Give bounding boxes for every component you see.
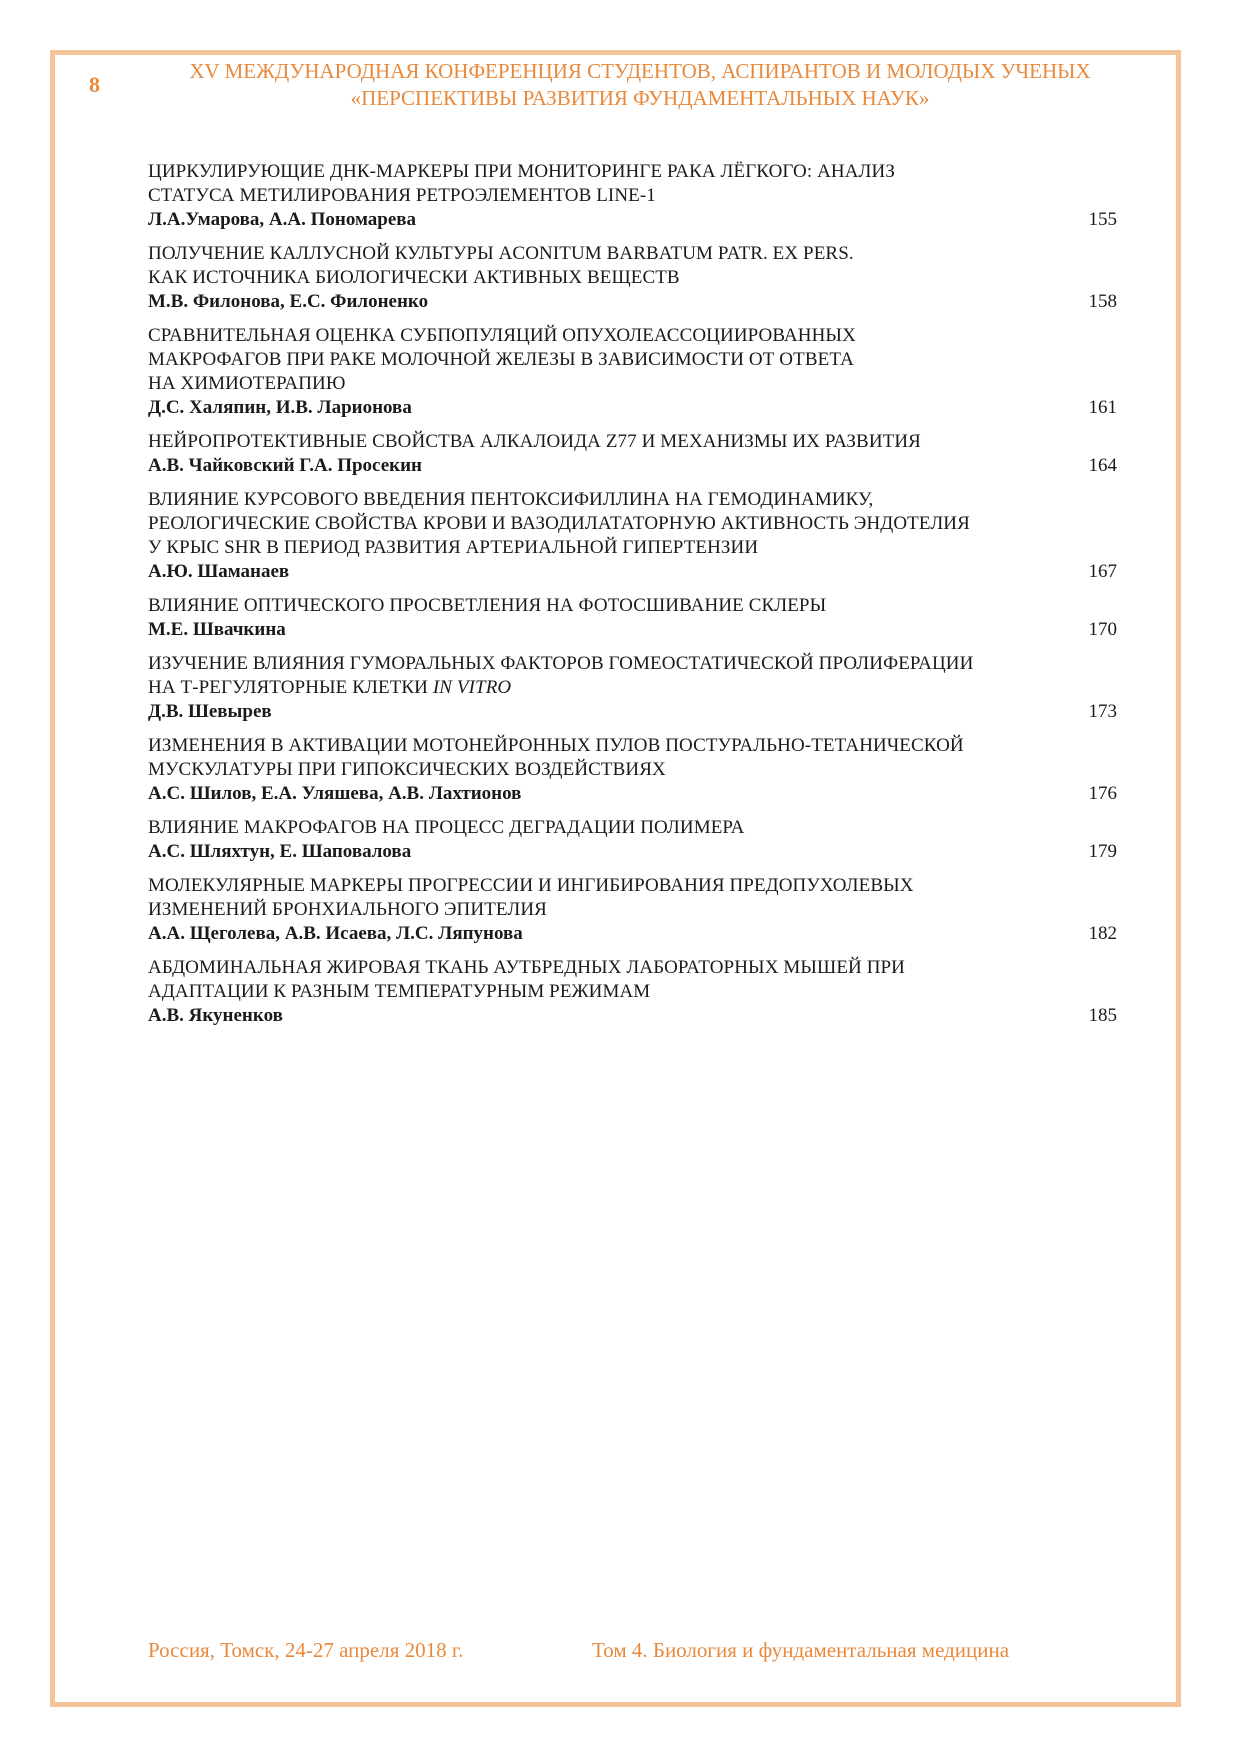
toc-entry-title-line [148,676,1118,700]
toc-entry-title-text: СРАВНИТЕЛЬНАЯ ОЦЕНКА СУБПОПУЛЯЦИЙ ОПУХОЛЕАССОЦИИРОВАННЫХ [148,325,856,346]
toc-entry-title-text: ЦИРКУЛИРУЮЩИЕ ДНК-МАРКЕРЫ ПРИ МОНИТОРИНГЕ РАКА ЛЁГКОГО: АНАЛИЗ [148,161,895,182]
toc-entry-page-number: 179 [1088,841,1117,862]
toc-entry-title-text: ПОЛУЧЕНИЕ КАЛЛУСНОЙ КУЛЬТУРЫ ACONITUM BARBATUM PATR. EX PERS. [148,243,854,264]
toc-entry-author-row [148,396,1118,420]
toc-entry-title-text: МАКРОФАГОВ ПРИ РАКЕ МОЛОЧНОЙ ЖЕЛЕЗЫ В ЗАВИСИМОСТИ ОТ ОТВЕТА [148,349,854,370]
toc-entry-authors: А.В. Чайковский Г.А. Просекин [148,455,422,476]
toc-entry-title-text: СТАТУСА МЕТИЛИРОВАНИЯ РЕТРОЭЛЕМЕНТОВ LINE-1 [148,185,656,206]
toc-entry-page-number: 155 [1088,209,1117,230]
toc-entry-authors: М.В. Филонова, Е.С. Филоненко [148,291,429,312]
toc-entry-title-line [148,160,1118,184]
toc-entry-title-line [148,488,1118,512]
toc-entry-title-italic: IN VITRO [432,677,512,698]
toc-entry-authors: Д.С. Халяпин, И.В. Ларионова [148,397,412,418]
toc-entry-author-row [148,208,1118,232]
footer-location-date: Россия, Томск, 24-27 апреля 2018 г. [148,1638,464,1662]
toc-entry-title-line [148,324,1118,348]
toc-entry [148,652,1118,724]
toc-entry-authors: М.Е. Швачкина [148,619,286,640]
toc-entry-page-number: 164 [1088,455,1117,476]
running-header [140,58,1140,112]
toc-entry-author-row [148,700,1118,724]
toc-entry-title [148,816,1118,840]
toc-entry-title-text: АБДОМИНАЛЬНАЯ ЖИРОВАЯ ТКАНЬ АУТБРЕДНЫХ ЛАБОРАТОРНЫХ МЫШЕЙ ПРИ [148,957,906,978]
toc-entry-authors: А.С. Шляхтун, Е. Шаповалова [148,841,412,862]
toc-entry-title-text: НА ХИМИОТЕРАПИЮ [148,373,346,394]
toc-entry-author-row [148,290,1118,314]
running-header-line-2: «ПЕРСПЕКТИВЫ РАЗВИТИЯ ФУНДАМЕНТАЛЬНЫХ НАУК» [350,86,930,110]
toc-entry-title-line [148,874,1118,898]
toc-entry [148,488,1118,584]
toc-entry-title-text: ИЗМЕНЕНИЯ В АКТИВАЦИИ МОТОНЕЙРОННЫХ ПУЛОВ ПОСТУРАЛЬНО-ТЕТАНИЧЕСКОЙ [148,735,964,756]
toc-entry-title [148,430,1118,454]
toc-entry-author-row [148,1004,1118,1028]
toc-entry-title-text: НЕЙРОПРОТЕКТИВНЫЕ СВОЙСТВА АЛКАЛОИДА Z77 И МЕХАНИЗМЫ ИХ РАЗВИТИЯ [148,431,921,452]
toc-entry-title-text: ВЛИЯНИЕ КУРСОВОГО ВВЕДЕНИЯ ПЕНТОКСИФИЛЛИНА НА ГЕМОДИНАМИКУ, [148,489,874,510]
toc-entry-title-line [148,758,1118,782]
toc-entry-title-line [148,652,1118,676]
toc-entry-title [148,160,1118,208]
toc-entry-title-text: ВЛИЯНИЕ МАКРОФАГОВ НА ПРОЦЕСС ДЕГРАДАЦИИ ПОЛИМЕРА [148,817,745,838]
toc-entry-page-number: 158 [1088,291,1117,312]
toc-entry-page-number: 173 [1088,701,1117,722]
toc-entry-title-text: ИЗМЕНЕНИЙ БРОНХИАЛЬНОГО ЭПИТЕЛИЯ [148,899,547,920]
toc-entry-authors: А.Ю. Шаманаев [148,561,290,582]
toc-entry [148,160,1118,232]
toc-entry-title-text: АДАПТАЦИИ К РАЗНЫМ ТЕМПЕРАТУРНЫМ РЕЖИМАМ [148,981,651,1002]
toc-entry-title-line [148,372,1118,396]
toc-entry [148,874,1118,946]
toc-entry-author-row [148,560,1118,584]
toc-entry-title-line [148,184,1118,208]
toc-entry-authors: А.В. Якуненков [148,1005,283,1026]
toc-entry-page-number: 167 [1088,561,1117,582]
toc-entry-author-row [148,922,1118,946]
toc-entry-title [148,734,1118,782]
toc-entry-title-line [148,348,1118,372]
toc-entry-title-line [148,512,1118,536]
toc-entry-title-text: МУСКУЛАТУРЫ ПРИ ГИПОКСИЧЕСКИХ ВОЗДЕЙСТВИЯХ [148,759,666,780]
table-of-contents [148,160,1118,1038]
page-number: 8 [89,72,100,97]
toc-entry-author-row [148,454,1118,478]
toc-entry-title-line [148,734,1118,758]
toc-entry-title-text: У КРЫС SHR В ПЕРИОД РАЗВИТИЯ АРТЕРИАЛЬНОЙ ГИПЕРТЕНЗИИ [148,537,759,558]
running-header-line-1: XV МЕЖДУНАРОДНАЯ КОНФЕРЕНЦИЯ СТУДЕНТОВ, АСПИРАНТОВ И МОЛОДЫХ УЧЕНЫХ [189,59,1091,83]
toc-entry-title-line [148,980,1118,1004]
toc-entry [148,816,1118,864]
toc-entry-title-line [148,242,1118,266]
toc-entry-title [148,242,1118,290]
toc-entry-author-row [148,840,1118,864]
toc-entry [148,594,1118,642]
toc-entry-title [148,594,1118,618]
toc-entry [148,734,1118,806]
toc-entry-title [148,874,1118,922]
toc-entry-title-text: МОЛЕКУЛЯРНЫЕ МАРКЕРЫ ПРОГРЕССИИ И ИНГИБИРОВАНИЯ ПРЕДОПУХОЛЕВЫХ [148,875,914,896]
toc-entry-title-text: ВЛИЯНИЕ ОПТИЧЕСКОГО ПРОСВЕТЛЕНИЯ НА ФОТОСШИВАНИЕ СКЛЕРЫ [148,595,827,616]
toc-entry-page-number: 182 [1088,923,1117,944]
toc-entry-page-number: 185 [1088,1005,1117,1026]
toc-entry-title-line [148,536,1118,560]
toc-entry-title-text: КАК ИСТОЧНИКА БИОЛОГИЧЕСКИ АКТИВНЫХ ВЕЩЕСТВ [148,267,680,288]
toc-entry-authors: Д.В. Шевырев [148,701,272,722]
toc-entry-title [148,956,1118,1004]
toc-entry-page-number: 176 [1088,783,1117,804]
toc-entry-title-line [148,898,1118,922]
toc-entry [148,324,1118,420]
toc-entry-authors: А.С. Шилов, Е.А. Уляшева, А.В. Лахтионов [148,783,522,804]
toc-entry [148,956,1118,1028]
toc-entry-title [148,652,1118,700]
toc-entry-page-number: 161 [1088,397,1117,418]
toc-entry-title-line [148,594,1118,618]
toc-entry-authors: А.А. Щеголева, А.В. Исаева, Л.С. Ляпунова [148,923,523,944]
toc-entry-title-line [148,430,1118,454]
toc-entry-page-number: 170 [1088,619,1117,640]
toc-entry-authors: Л.А.Умарова, А.А. Пономарева [148,209,417,230]
toc-entry [148,242,1118,314]
toc-entry [148,430,1118,478]
toc-entry-title [148,324,1118,396]
toc-entry-title-line [148,266,1118,290]
toc-entry-title-text: РЕОЛОГИЧЕСКИЕ СВОЙСТВА КРОВИ И ВАЗОДИЛАТАТОРНУЮ АКТИВНОСТЬ ЭНДОТЕЛИЯ [148,513,970,534]
toc-entry-author-row [148,782,1118,806]
toc-entry-title-text: НА Т-РЕГУЛЯТОРНЫЕ КЛЕТКИ [148,677,433,698]
toc-entry-author-row [148,618,1118,642]
toc-entry-title [148,488,1118,560]
toc-entry-title-text: ИЗУЧЕНИЕ ВЛИЯНИЯ ГУМОРАЛЬНЫХ ФАКТОРОВ ГОМЕОСТАТИЧЕСКОЙ ПРОЛИФЕРАЦИИ [148,653,974,674]
toc-entry-title-line [148,816,1118,840]
footer-volume-title: Том 4. Биология и фундаментальная медицина [592,1638,1010,1662]
toc-entry-title-line [148,956,1118,980]
